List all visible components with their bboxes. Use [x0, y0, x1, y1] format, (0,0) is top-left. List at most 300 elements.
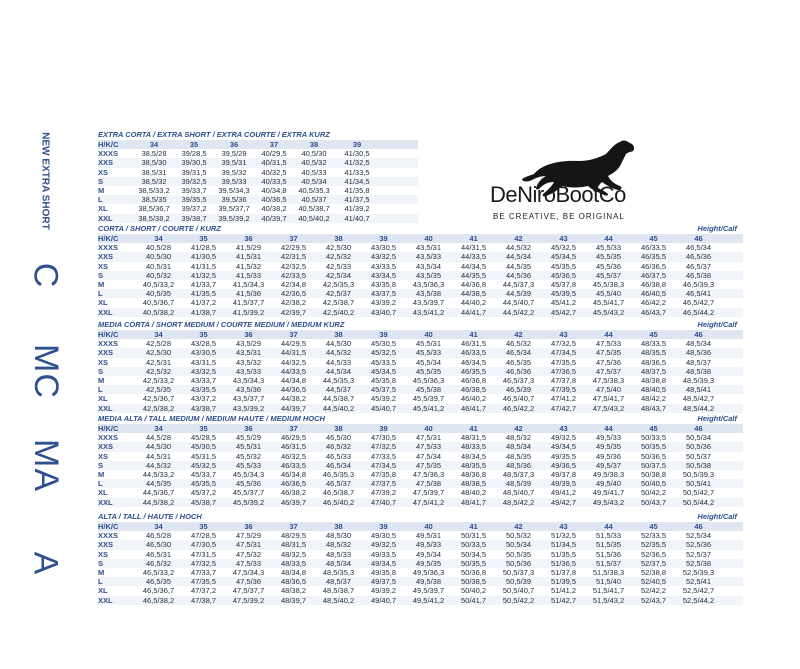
table-cell: 41/33,5: [344, 167, 370, 177]
table-cell: 40/33,5: [261, 176, 287, 186]
header-cell: 46: [694, 330, 703, 339]
table-cell: 50,5/34: [685, 433, 712, 443]
table-cell: 46,5/42,2: [502, 403, 535, 413]
table-cell: 43/30,5: [370, 243, 397, 253]
section-title: MEDIA CORTA / SHORT MEDIUM / COURTE MEDIUM / MEDIUM KURZ: [98, 320, 345, 329]
size-label-cell: L: [98, 479, 103, 489]
table-cell: 45/33,5: [370, 357, 397, 367]
table-cell: 47/33,7: [190, 568, 217, 577]
table-cell: 47/41,2: [550, 394, 577, 404]
table-cell: 44/33,5: [280, 366, 307, 376]
table-cell: 47/35,5: [550, 357, 577, 367]
table-cell: 46/38,8: [640, 280, 667, 289]
table-cell: 46,5/35: [505, 357, 532, 367]
table-cell: 45,5/40: [595, 289, 622, 299]
table-cell: 48,5/34: [325, 558, 352, 568]
table-cell: 44/40,2: [460, 298, 487, 308]
table-cell: 38,5/30: [141, 158, 167, 168]
table-cell: 43,5/33: [235, 366, 262, 376]
table-row: [98, 394, 743, 403]
table-cell: 46,5/39: [505, 385, 532, 395]
table-row: [98, 577, 743, 586]
table-cell: 42,5/35,3: [322, 280, 355, 289]
table-cell: 50,5/38: [685, 460, 712, 470]
table-cell: 44/32,5: [280, 357, 307, 367]
table-cell: 44/39,7: [280, 403, 307, 413]
header-cell: 38: [334, 522, 343, 531]
table-cell: 49,5/34: [415, 549, 442, 559]
table-cell: 45/31,5: [190, 451, 217, 461]
table-cell: 42,5/33: [325, 261, 352, 271]
table-cell: 45/36,5: [550, 270, 577, 280]
table-cell: 49/37,5: [370, 577, 397, 587]
table-cell: 46/33,5: [640, 243, 667, 253]
table-cell: 52,5/44,2: [682, 595, 715, 605]
table-cell: 43,5/31: [235, 348, 262, 358]
table-cell: 43/37,5: [370, 289, 397, 299]
table-cell: 43,5/35: [415, 270, 442, 280]
table-cell: 40/29,5: [261, 149, 287, 159]
table-cell: 44,5/30: [325, 339, 352, 349]
table-cell: 48,5/35: [505, 451, 532, 461]
table-cell: 40,5/40,2: [298, 213, 330, 223]
table-cell: 43/32,5: [190, 366, 217, 376]
table-row: [98, 358, 743, 367]
table-cell: 48/38,2: [280, 586, 307, 596]
table-cell: 45/28,5: [190, 433, 217, 443]
table-cell: 47/30,5: [190, 540, 217, 550]
header-cell: 34: [154, 424, 163, 433]
table-cell: 49,5/38,3: [592, 470, 625, 479]
table-cell: 49/37,8: [550, 470, 577, 479]
table-cell: 42,5/40,2: [322, 307, 355, 317]
table-cell: 44,5/32: [505, 243, 532, 253]
table-cell: 40,5/34: [301, 176, 327, 186]
table-cell: 45,5/35: [595, 252, 622, 262]
header-cell: 34: [154, 234, 163, 243]
table-cell: 39/28,5: [181, 149, 207, 159]
table-cell: 40,5/33: [301, 167, 327, 177]
size-label-cell: XS: [98, 261, 109, 271]
table-cell: 41/40,7: [344, 213, 370, 223]
table-cell: 46,5/40,7: [502, 394, 535, 404]
size-label-cell: XXS: [98, 348, 114, 358]
table-cell: 46/38,2: [280, 488, 307, 498]
table-cell: 45/34,5: [370, 366, 397, 376]
table-cell: 45,5/34,3: [232, 470, 265, 479]
table-cell: 48,5/37,3: [502, 470, 535, 479]
table-cell: 47,5/35: [595, 348, 622, 358]
table-cell: 43/40,7: [370, 307, 397, 317]
header-cell: 35: [189, 140, 199, 149]
table-cell: 49/33,5: [370, 549, 397, 559]
section-title: MEDIA ALTA / TALL MEDIUM / MEDIUM HAUTE / MEDIUM HOCH: [98, 414, 325, 423]
table-cell: 45/30,5: [370, 339, 397, 349]
table-cell: 52/37,5: [640, 558, 667, 568]
table-row: [98, 540, 743, 549]
table-cell: 47/32,5: [550, 339, 577, 349]
table-row: [98, 488, 743, 497]
table-cell: 45/42,7: [550, 307, 577, 317]
table-cell: 46,5/38,7: [322, 488, 355, 498]
header-cell: 36: [229, 140, 239, 149]
table-cell: 44,5/35: [145, 479, 172, 489]
table-cell: 45/32,5: [370, 348, 397, 358]
table-cell: 46/38,5: [460, 385, 487, 395]
table-cell: 45,5/33: [235, 460, 262, 470]
table-cell: 49/32,5: [370, 540, 397, 550]
table-cell: 46/41,7: [460, 403, 487, 413]
size-label-cell: M: [98, 280, 105, 289]
table-cell: 44,5/40,7: [502, 298, 535, 308]
header-cell: 41: [469, 424, 478, 433]
table-cell: 41/30,5: [344, 149, 370, 159]
table-row: [98, 452, 743, 461]
header-cell: 39: [352, 140, 362, 149]
table-cell: 42,5/38,7: [322, 298, 355, 308]
table-cell: 49,5/38: [415, 577, 442, 587]
table-cell: 43,5/39,7: [412, 298, 445, 308]
header-cell: H/K/C: [98, 522, 119, 531]
table-cell: 44,5/34: [325, 366, 352, 376]
table-cell: 44/34,8: [280, 376, 307, 385]
header-cell: 37: [289, 522, 298, 531]
header-cell: 46: [694, 522, 703, 531]
table-row: [98, 186, 418, 195]
table-cell: 48,5/32: [325, 540, 352, 550]
size-label-cell: XXXS: [98, 149, 119, 159]
header-cell: 45: [649, 234, 658, 243]
table-cell: 44,5/33,2: [142, 470, 175, 479]
side-label-text: A: [26, 551, 65, 576]
section-title: ALTA / TALL / HAUTE / HOCH: [98, 512, 202, 521]
table-cell: 44/36,8: [460, 280, 487, 289]
table-row: [98, 404, 743, 413]
table-cell: 48/41,7: [460, 497, 487, 507]
table-cell: 47,5/39,2: [232, 595, 265, 605]
table-cell: 46,5/32: [505, 339, 532, 349]
header-cell: H/K/C: [98, 330, 119, 339]
table-cell: 45,5/33: [415, 348, 442, 358]
table-cell: 42/32,5: [280, 261, 307, 271]
table-cell: 43/37,2: [190, 394, 217, 404]
table-cell: 49,5/35: [415, 558, 442, 568]
table-cell: 49,5/35: [595, 442, 622, 452]
table-row: [98, 550, 743, 559]
table-row: [98, 289, 743, 298]
header-cell: 36: [244, 234, 253, 243]
table-cell: 42,5/28: [145, 339, 172, 349]
table-cell: 52/35,5: [640, 540, 667, 550]
size-label-cell: XXL: [98, 595, 113, 605]
table-cell: 39/31,5: [181, 167, 207, 177]
table-cell: 44,5/39: [505, 289, 532, 299]
table-cell: 48,5/41: [685, 385, 712, 395]
table-row: [98, 308, 743, 317]
header-cell: 39: [379, 522, 388, 531]
table-cell: 44/36,5: [280, 385, 307, 395]
size-label-cell: XXL: [98, 213, 113, 223]
header-cell: 43: [559, 234, 568, 243]
table-cell: 50,5/35: [505, 549, 532, 559]
table-row: [98, 568, 743, 577]
table-cell: 45/35,8: [370, 376, 397, 385]
table-cell: 51,5/41,7: [592, 586, 625, 596]
table-row: [98, 195, 418, 204]
header-cell: 39: [379, 330, 388, 339]
table-cell: 42,5/36,7: [142, 394, 175, 404]
table-cell: 48,5/34: [685, 339, 712, 349]
table-cell: 41/38,7: [190, 307, 217, 317]
header-cell: 42: [514, 424, 523, 433]
size-label-cell: XS: [98, 451, 109, 461]
table-cell: 45,5/43,2: [592, 307, 625, 317]
header-cell: H/K/C: [98, 140, 119, 149]
table-cell: 50/42,2: [640, 488, 667, 498]
table-cell: 47,5/33: [415, 442, 442, 452]
table-cell: 46,5/37: [685, 261, 712, 271]
table-cell: 52,5/34: [685, 531, 712, 541]
table-cell: 45,5/41,7: [592, 298, 625, 308]
table-cell: 38,5/36,7: [138, 204, 170, 214]
table-cell: 50/43,7: [640, 497, 667, 507]
table-cell: 43,5/34: [415, 261, 442, 271]
table-cell: 45/41,2: [550, 298, 577, 308]
table-cell: 47,5/39,7: [412, 488, 445, 498]
table-cell: 45/39,5: [550, 289, 577, 299]
table-cell: 46,5/44,2: [682, 307, 715, 317]
header-cell: 40: [424, 522, 433, 531]
table-header-row: [98, 140, 418, 149]
table-cell: 44/41,7: [460, 307, 487, 317]
table-header-row: [98, 424, 743, 433]
section-side-label: [0, 132, 90, 231]
table-row: [98, 298, 743, 307]
table-cell: 49/34,5: [370, 558, 397, 568]
table-cell: 39,5/32: [221, 167, 247, 177]
table-cell: 44/31,5: [280, 348, 307, 358]
table-cell: 42/38,2: [280, 298, 307, 308]
height-calf-label: Height/Calf: [697, 414, 737, 423]
table-cell: 43/35,8: [370, 280, 397, 289]
table-cell: 39/38,7: [181, 213, 207, 223]
table-cell: 42,5/37: [325, 289, 352, 299]
table-cell: 50/36,8: [460, 568, 487, 577]
table-cell: 46,5/36,7: [142, 586, 175, 596]
table-cell: 50/38,8: [640, 470, 667, 479]
table-cell: 44/34,5: [460, 261, 487, 271]
table-cell: 41,5/32: [235, 261, 262, 271]
table-cell: 45,5/29: [235, 433, 262, 443]
table-cell: 48,5/44,2: [682, 403, 715, 413]
table-cell: 48,5/33: [325, 549, 352, 559]
table-cell: 50,5/39: [505, 577, 532, 587]
table-cell: 44,5/33: [325, 357, 352, 367]
table-row: [98, 461, 743, 470]
table-cell: 49/36,5: [550, 460, 577, 470]
table-cell: 48/29,5: [280, 531, 307, 541]
table-cell: 44,5/40,2: [322, 403, 355, 413]
table-cell: 43,5/38: [415, 289, 442, 299]
table-cell: 40,5/35,3: [298, 186, 330, 195]
table-cell: 50,5/42,2: [502, 595, 535, 605]
height-calf-label: Height/Calf: [697, 512, 737, 521]
table-cell: 43,5/31: [415, 243, 442, 253]
table-cell: 52,5/42,7: [682, 586, 715, 596]
size-label-cell: XXXS: [98, 433, 119, 443]
table-cell: 44,5/36,7: [142, 488, 175, 498]
size-label-cell: XXXS: [98, 243, 119, 253]
size-label-cell: XL: [98, 298, 108, 308]
table-cell: 45,5/33: [595, 243, 622, 253]
table-row: [98, 158, 418, 167]
table-cell: 45,5/34: [415, 357, 442, 367]
table-cell: 41,5/34,3: [232, 280, 265, 289]
header-cell: 44: [604, 234, 613, 243]
size-label-cell: XL: [98, 394, 108, 404]
table-cell: 42/36,5: [280, 289, 307, 299]
table-cell: 52/43,7: [640, 595, 667, 605]
side-label-text: MC: [26, 343, 65, 399]
header-cell: 43: [559, 522, 568, 531]
table-cell: 44/38,2: [280, 394, 307, 404]
table-cell: 50,5/36: [505, 558, 532, 568]
table-cell: 50/37,5: [640, 460, 667, 470]
table-cell: 45,5/39,2: [232, 497, 265, 507]
table-cell: 44,5/37: [325, 385, 352, 395]
table-cell: 45/40,7: [370, 403, 397, 413]
height-calf-label: Height/Calf: [697, 224, 737, 233]
table-cell: 47,5/36,3: [412, 470, 445, 479]
table-cell: 49/39,5: [550, 479, 577, 489]
table-cell: 45,5/39,7: [412, 394, 445, 404]
table-cell: 42,5/34: [325, 270, 352, 280]
table-cell: 49/32,5: [550, 433, 577, 443]
header-cell: 38: [334, 330, 343, 339]
table-cell: 39/35,5: [181, 195, 207, 205]
table-cell: 48/33,5: [640, 339, 667, 349]
header-cell: H/K/C: [98, 234, 119, 243]
table-cell: 46/29,5: [280, 433, 307, 443]
table-cell: 48/40,5: [640, 385, 667, 395]
table-cell: 39,5/34,3: [218, 186, 250, 195]
table-cell: 46/36,8: [460, 376, 487, 385]
brand-name: DeNiroBootCo: [490, 182, 626, 207]
table-cell: 45,5/37,7: [232, 488, 265, 498]
table-cell: 42/34,8: [280, 280, 307, 289]
table-cell: 44,5/35: [505, 261, 532, 271]
table-cell: 43/33,5: [370, 261, 397, 271]
table-header-row: [98, 522, 743, 531]
table-cell: 38,5/31: [141, 167, 167, 177]
header-cell: 35: [199, 234, 208, 243]
table-cell: 51,5/43,2: [592, 595, 625, 605]
table-cell: 43/31,5: [190, 357, 217, 367]
table-cell: 43,5/29: [235, 339, 262, 349]
table-cell: 49/42,7: [550, 497, 577, 507]
table-cell: 43/35,5: [190, 385, 217, 395]
table-cell: 45,5/36: [235, 479, 262, 489]
table-row: [98, 385, 743, 394]
table-cell: 46,5/32: [145, 558, 172, 568]
table-cell: 48/40,2: [460, 488, 487, 498]
height-calf-label: Height/Calf: [697, 320, 737, 329]
size-label-cell: XXL: [98, 307, 113, 317]
header-cell: 44: [604, 424, 613, 433]
table-cell: 46,5/36: [505, 366, 532, 376]
table-cell: 47/34,5: [370, 460, 397, 470]
table-cell: 41/31,5: [190, 261, 217, 271]
table-cell: 41/32,5: [190, 270, 217, 280]
table-cell: 47,5/34,3: [232, 568, 265, 577]
table-cell: 48/42,2: [640, 394, 667, 404]
table-row: [98, 559, 743, 568]
table-cell: 48,5/36: [505, 460, 532, 470]
table-cell: 39/37,2: [181, 204, 207, 214]
table-cell: 46,5/28: [145, 531, 172, 541]
brand-slogan: BE CREATIVE, BE ORIGINAL: [493, 212, 625, 221]
table-cell: 41,5/33: [235, 270, 262, 280]
table-row: [98, 433, 743, 442]
header-cell: 43: [559, 424, 568, 433]
table-row: [98, 177, 418, 186]
header-cell: 45: [649, 522, 658, 531]
section-side-label: [0, 330, 90, 413]
table-cell: 42/39,7: [280, 307, 307, 317]
table-cell: 39,5/33: [221, 176, 247, 186]
side-label-text: MA: [26, 438, 65, 492]
table-cell: 48,5/39,3: [682, 376, 715, 385]
table-cell: 41/28,5: [190, 243, 217, 253]
header-cell: 41: [469, 522, 478, 531]
table-row: [98, 149, 418, 158]
table-cell: 48,5/32: [505, 433, 532, 443]
table-cell: 43,5/39,2: [232, 403, 265, 413]
table-cell: 47/36,5: [550, 366, 577, 376]
table-cell: 50/40,2: [460, 586, 487, 596]
table-cell: 42,5/38,2: [142, 403, 175, 413]
header-cell: 38: [334, 234, 343, 243]
table-row: [98, 168, 418, 177]
table-cell: 47,5/37: [595, 366, 622, 376]
table-cell: 45,5/38: [415, 385, 442, 395]
table-cell: 49/34,5: [550, 442, 577, 452]
table-cell: 45,5/36: [595, 261, 622, 271]
table-cell: 47/42,7: [550, 403, 577, 413]
table-cell: 46,5/33,2: [142, 568, 175, 577]
table-cell: 50,5/40,7: [502, 586, 535, 596]
table-cell: 40,5/38,2: [142, 307, 175, 317]
header-cell: 35: [199, 330, 208, 339]
table-cell: 40,5/35: [145, 289, 172, 299]
table-cell: 44,5/32: [145, 460, 172, 470]
table-row: [98, 367, 743, 376]
table-cell: 42,5/33,2: [142, 376, 175, 385]
table-cell: 51/36,5: [550, 558, 577, 568]
table-cell: 44/31,5: [460, 243, 487, 253]
table-cell: 49,5/37: [595, 460, 622, 470]
table-cell: 50/35,5: [640, 442, 667, 452]
table-cell: 50/33,5: [460, 540, 487, 550]
table-cell: 50/34,5: [460, 549, 487, 559]
table-cell: 41/35,8: [344, 186, 370, 195]
table-row: [98, 479, 743, 488]
table-cell: 47/37,8: [550, 376, 577, 385]
table-cell: 48/39,7: [280, 595, 307, 605]
table-cell: 43,5/34,3: [232, 376, 265, 385]
table-cell: 39,5/31: [221, 158, 247, 168]
table-cell: 41,5/37,7: [232, 298, 265, 308]
